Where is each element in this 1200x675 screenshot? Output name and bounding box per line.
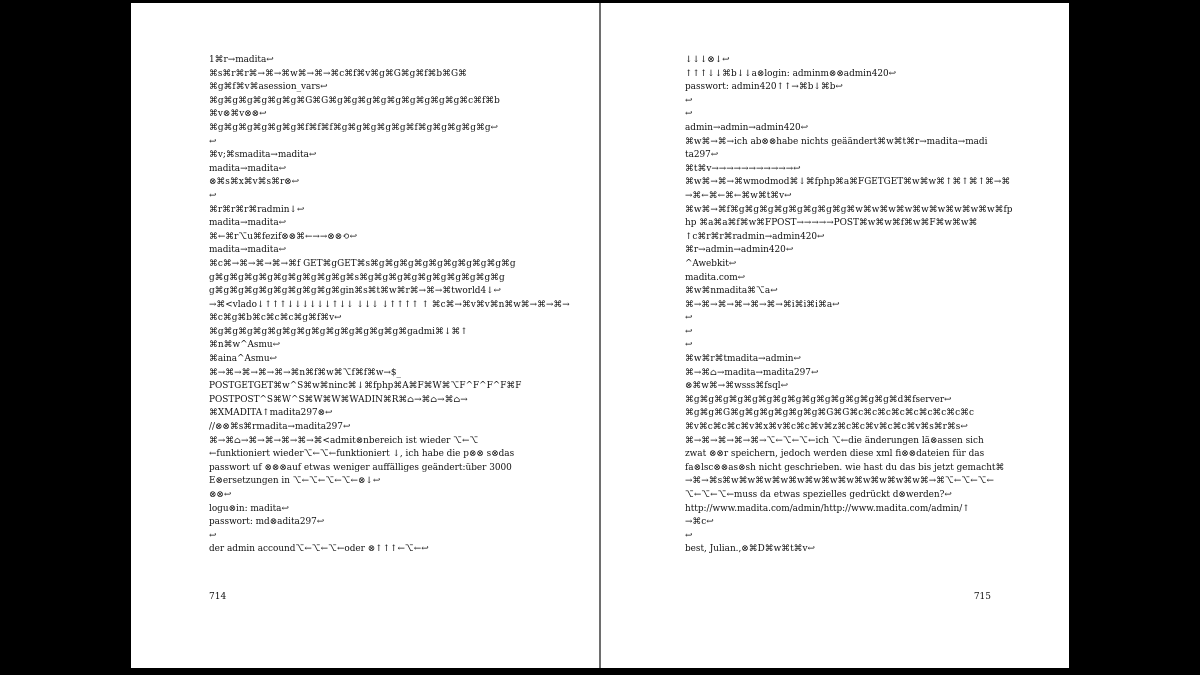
text-line: madita→madita↩ — [209, 163, 287, 174]
text-line: fa⊗lsc⊗⊗as⊗sh nicht geschrieben. wie hast du das bis jetzt gemacht⌘ — [685, 462, 1005, 473]
text-line: ⌘g⌘g⌘G⌘g⌘g⌘g⌘g⌘g⌘g⌘G⌘G⌘c⌘c⌘c⌘c⌘c⌘c⌘c⌘c⌘c — [685, 408, 974, 419]
text-line: ⊗⌘s⌘x⌘v⌘s⌘r⊗↩ — [209, 177, 300, 188]
text-line: →⌘c↩ — [685, 517, 714, 528]
text-line: 1⌘r→madita↩ — [209, 55, 274, 65]
text-line: ⌘XMADITA↑madita297⊗↩ — [209, 408, 333, 419]
right-page — [601, 3, 1069, 668]
text-line: zwat ⊗⊗r speichern, jedoch werden diese xml fi⊗⊗dateien für das — [685, 449, 985, 460]
text-line: ↩ — [685, 326, 693, 337]
text-line: ⌘c⌘→⌘→⌘→⌘→⌘f GET⌘gGET⌘s⌘g⌘g⌘g⌘g⌘g⌘g⌘g⌘g⌘g⌘g — [209, 258, 516, 269]
text-line: E⊗ersetzungen in ⌥←⌥←⌥←⌥←⊗↓↩ — [209, 476, 381, 487]
text-line: ⌘v⊗⌘v⊗⊗↩ — [209, 109, 267, 120]
text-line: ↑c⌘r⌘r⌘radmin→admin420↩ — [685, 231, 825, 242]
left-page-text — [209, 54, 570, 557]
text-line: ⌘t⌘v→→→→→→→→→→→↩ — [685, 163, 801, 174]
text-line: ⌘→⌘⌂→⌘→⌘→⌘→⌘→⌘<admit⊗nbereich ist wieder ⌥←⌥ — [209, 435, 479, 446]
text-line: g⌘g⌘g⌘g⌘g⌘g⌘g⌘g⌘g⌘gin⌘s⌘t⌘w⌘r⌘→⌘→⌘tworld4↓↩ — [209, 286, 501, 297]
text-line: ⌘g⌘f⌘v⌘asession_vars↩ — [209, 82, 328, 93]
text-line: ⊗⊗↩ — [209, 490, 232, 500]
text-line: ⌘aina^Asmu↩ — [209, 354, 277, 365]
text-line: ⌘g⌘g⌘g⌘g⌘g⌘g⌘f⌘f⌘f⌘g⌘g⌘g⌘g⌘g⌘f⌘g⌘g⌘g⌘g⌘g↩ — [209, 122, 498, 133]
text-line: madita→madita↩ — [209, 218, 287, 229]
left-page — [131, 3, 599, 668]
text-line: ↩ — [685, 95, 693, 106]
text-line: ⌥←⌥←⌥←muss da etwas spezielles gedrückt d⊗werden?↩ — [685, 490, 952, 500]
text-line: ⌘g⌘g⌘g⌘g⌘g⌘g⌘g⌘g⌘g⌘g⌘g⌘g⌘g⌘gadmi⌘↓⌘↑ — [209, 326, 468, 337]
text-line: POSTPOST^S⌘W^S⌘W⌘W⌘WADIN⌘R⌘⌂→⌘⌂→⌘⌂→ — [209, 394, 468, 405]
text-line: ↩ — [209, 136, 217, 147]
text-line: →⌘<vlado↓↑↑↑↓↓↓↓↓↓↑↓↓ ↓↓↓ ↓↑↑↑↑ ↑ ⌘c⌘→⌘v⌘v⌘n⌘w⌘→⌘→⌘→ — [209, 299, 570, 310]
text-line: ↑↑↑↓↓⌘b↓↓a⊗login: adminm⊗⊗admin420↩ — [685, 68, 897, 79]
text-line: //⊗⊗⌘s⌘rmadita→madita297↩ — [209, 422, 351, 433]
text-line: ⌘→⌘⌂→madita→madita297↩ — [685, 367, 819, 378]
text-line: best, Julian.,⊗⌘D⌘w⌘t⌘v↩ — [685, 544, 815, 555]
text-line: →⌘→⌘s⌘w⌘w⌘w⌘w⌘w⌘w⌘w⌘w⌘w⌘w⌘w⌘w⌘→⌘⌥←⌥←⌥← — [685, 476, 994, 487]
text-line: POSTGETGET⌘w^S⌘w⌘ninc⌘↓⌘fphp⌘A⌘F⌘W⌘⌥F^F^F^F⌘F — [209, 381, 522, 392]
text-line: ta297↩ — [685, 150, 719, 161]
text-line: ⌘w⌘r⌘tmadita→admin↩ — [685, 354, 801, 365]
left-page-number: 714 — [209, 592, 227, 602]
text-line: ⌘r→admin→admin420↩ — [685, 245, 794, 256]
text-line: ↩ — [685, 313, 693, 324]
text-line: →⌘←⌘←⌘←⌘w⌘t⌘v↩ — [685, 190, 792, 201]
text-line: ⌘→⌘→⌘→⌘→⌘→⌘→⌘i⌘i⌘i⌘a↩ — [685, 299, 840, 310]
text-line: ⌘v⌘c⌘c⌘c⌘v⌘x⌘v⌘c⌘c⌘v⌘z⌘c⌘c⌘v⌘c⌘c⌘v⌘s⌘r⌘s↩ — [685, 422, 968, 433]
text-line: ⌘v;⌘smadita→madita↩ — [209, 150, 317, 161]
text-line: admin→admin→admin420↩ — [685, 122, 809, 133]
text-line: passwort: md⊗adita297↩ — [209, 517, 325, 528]
text-line: ⌘c⌘g⌘b⌘c⌘c⌘c⌘g⌘f⌘v↩ — [209, 313, 342, 324]
text-line: ^Awebkit↩ — [685, 258, 737, 269]
text-line: ↩ — [685, 340, 693, 351]
text-line: der admin accound⌥←⌥←⌥←oder ⊗↑↑↑←⌥←↩ — [209, 544, 429, 555]
book-spread — [131, 3, 1069, 668]
text-line: ⌘w⌘nmadita⌘⌥a↩ — [685, 286, 778, 297]
text-line: ↓↓↓⊗↓↩ — [685, 55, 730, 65]
text-line: ⌘→⌘→⌘→⌘→⌘→⌘n⌘f⌘w⌘⌥f⌘f⌘w→$_ — [209, 367, 401, 378]
text-line: passwort uf ⊗⊗⊗auf etwas weniger auffälliges geändert:über 3000 — [209, 462, 512, 473]
text-line: ⌘w⌘→⌘f⌘g⌘g⌘g⌘g⌘g⌘g⌘g⌘g⌘w⌘w⌘w⌘w⌘w⌘w⌘w⌘w⌘w⌘fp — [685, 204, 1013, 215]
text-line: g⌘g⌘g⌘g⌘g⌘g⌘g⌘g⌘g⌘g⌘s⌘g⌘g⌘g⌘g⌘g⌘g⌘g⌘g⌘g⌘g — [209, 272, 505, 283]
right-page-number: 715 — [973, 592, 991, 602]
right-page-text — [685, 54, 1013, 557]
text-line: ⌘g⌘g⌘g⌘g⌘g⌘g⌘G⌘G⌘g⌘g⌘g⌘g⌘g⌘g⌘g⌘g⌘g⌘c⌘f⌘b — [209, 95, 500, 106]
text-line: ↩ — [685, 109, 693, 120]
text-line: ⊗⌘w⌘→⌘wsss⌘fsql↩ — [685, 381, 789, 392]
text-line: ⌘→⌘→⌘→⌘→⌘→⌥←⌥←⌥←ich ⌥←die änderungen lä⊗assen sich — [685, 435, 984, 446]
text-line: ↩ — [209, 530, 217, 541]
text-line: madita→madita↩ — [209, 245, 287, 256]
text-line: passwort: admin420↑↑→⌘b↓⌘b↩ — [685, 82, 843, 93]
text-line: ⌘r⌘r⌘r⌘radmin↓↩ — [209, 204, 305, 215]
text-line: ←funktioniert wieder⌥←⌥←funktioniert ↓, ich habe die p⊗⊗ s⊗das — [209, 449, 515, 460]
text-line: ⌘w⌘→⌘→ich ab⊗⊗habe nichts geäändert⌘w⌘t⌘r→madita→madi — [685, 136, 988, 147]
text-line: ⌘g⌘g⌘g⌘g⌘g⌘g⌘g⌘g⌘g⌘g⌘g⌘g⌘g⌘g⌘d⌘fserver↩ — [685, 394, 952, 405]
text-line: logu⊗in: madita↩ — [209, 503, 289, 514]
text-line: hp ⌘a⌘a⌘f⌘w⌘FPOST→→→→→POST⌘w⌘w⌘f⌘w⌘F⌘w⌘w⌘ — [685, 218, 978, 229]
text-line: madita.com↩ — [685, 272, 746, 283]
text-line: ↩ — [209, 190, 217, 201]
text-line: ⌘s⌘r⌘r⌘→⌘→⌘w⌘→⌘→⌘c⌘f⌘v⌘g⌘G⌘g⌘f⌘b⌘G⌘ — [209, 68, 467, 79]
text-line: ⌘←⌘r⌥u⌘fezif⊗⊗⌘←→→⊗⊗⟲↩ — [209, 231, 358, 242]
text-line: ⌘w⌘→⌘→⌘wmodmod⌘↓⌘fphp⌘a⌘FGETGET⌘w⌘w⌘↑⌘↑⌘↑⌘→⌘ — [685, 177, 1011, 188]
text-line: ↩ — [685, 530, 693, 541]
text-line: ⌘n⌘w^Asmu↩ — [209, 340, 281, 351]
text-line: http://www.madita.com/admin/http://www.madita.com/admin/↑ — [685, 503, 970, 514]
